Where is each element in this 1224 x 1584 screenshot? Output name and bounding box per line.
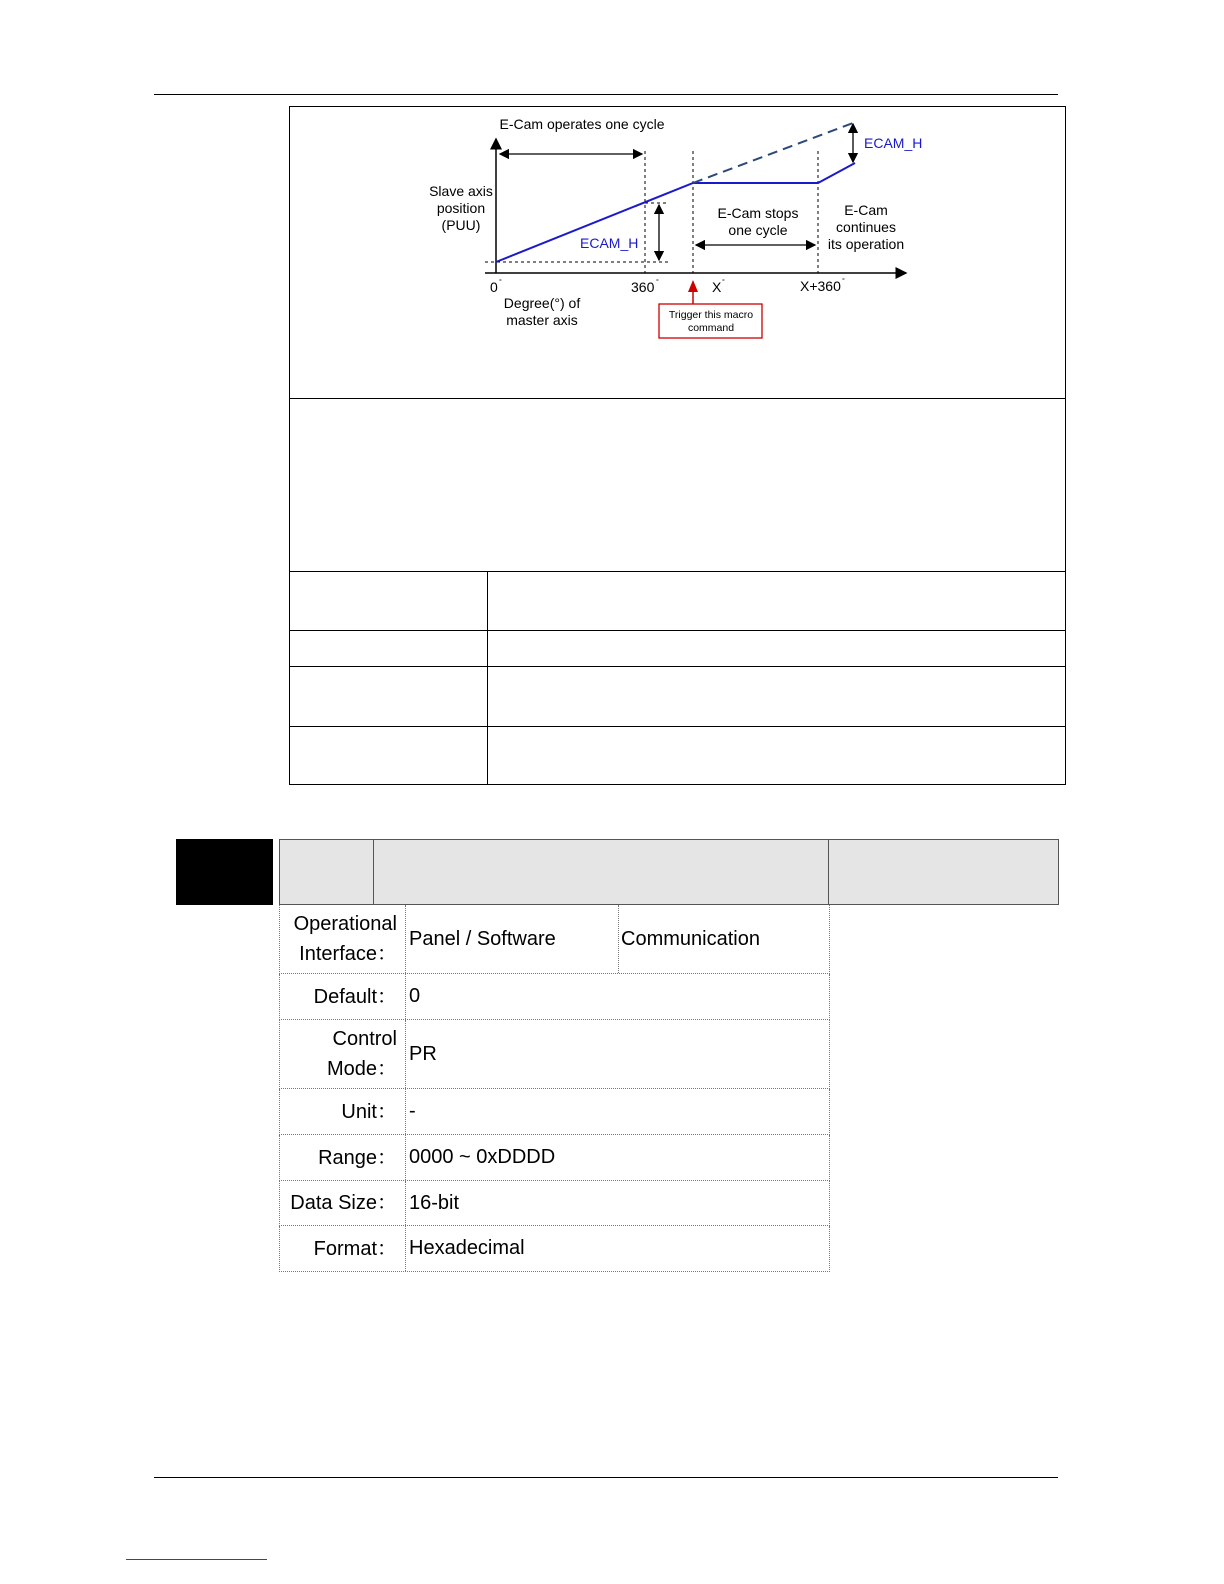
control-mode-label-line2: Mode： <box>326 1058 397 1080</box>
x-axis-label-2: master axis <box>506 312 578 328</box>
table-row-3-right <box>487 666 1066 727</box>
tick-0-degree: ° <box>499 279 502 286</box>
footer-rule <box>154 1477 1058 1478</box>
default-value: 0 <box>409 985 421 1007</box>
attr-row-control-mode <box>279 1020 830 1089</box>
table-row-2-right <box>487 630 1066 667</box>
table-row-1-left <box>289 571 488 631</box>
default-label: Default： <box>280 974 406 1019</box>
attr-row-data-size <box>279 1181 830 1226</box>
table-row-4-left <box>289 726 488 785</box>
stops-label-1: E-Cam stops <box>717 205 799 221</box>
ecam-diagram <box>290 107 1067 400</box>
attr-row-interface <box>279 905 830 974</box>
tick-x-degree: ° <box>722 279 725 286</box>
header-rule <box>154 94 1058 95</box>
y-axis-label-3: (PUU) <box>441 217 481 233</box>
tick-360-degree: ° <box>656 279 659 286</box>
unit-value: - <box>409 1100 416 1122</box>
x-axis-label-1: Degree(°) of <box>503 295 581 311</box>
stops-label-2: one cycle <box>728 222 788 238</box>
param-address-header <box>828 839 1059 905</box>
description-cell <box>289 398 1066 572</box>
attr-row-range <box>279 1135 830 1181</box>
y-axis-label-1: Slave axis <box>429 183 493 199</box>
control-mode-value: PR <box>409 1042 437 1065</box>
footer-link-underline[interactable] <box>126 1559 267 1560</box>
param-name-header <box>373 839 829 905</box>
continues-label-1: E-Cam <box>844 202 888 218</box>
interface-comm-value: Communication <box>621 927 760 950</box>
top-label: E-Cam operates one cycle <box>499 116 665 132</box>
table-row-2-left <box>289 630 488 667</box>
attr-row-default <box>279 974 830 1020</box>
ecam-h-top-label: ECAM_H <box>864 135 923 151</box>
tick-360: 360 <box>631 279 655 295</box>
trigger-label-2: command <box>687 322 735 334</box>
unit-label: Unit： <box>280 1089 406 1134</box>
table-row-1-right <box>487 571 1066 631</box>
data-size-label: Data Size： <box>280 1181 406 1225</box>
interface-label-line2: Interface： <box>299 943 397 965</box>
interface-split <box>618 905 620 973</box>
continues-label-3: its operation <box>827 236 905 252</box>
range-label: Range： <box>280 1135 406 1180</box>
interface-panel-value: Panel / Software <box>409 927 556 950</box>
format-label: Format： <box>280 1226 406 1271</box>
control-mode-label-line1: Control <box>332 1028 397 1050</box>
trigger-label-1: Trigger this macro <box>668 309 754 321</box>
table-row-3-left <box>289 666 488 727</box>
tick-x: X <box>712 279 722 295</box>
tick-x360: X+360 <box>800 278 841 294</box>
parameter-block <box>176 839 273 905</box>
data-size-value: 16-bit <box>409 1191 460 1214</box>
interface-label-line1: Operational <box>293 913 397 935</box>
diagram-cell <box>289 106 1066 399</box>
ecam-path <box>496 163 855 262</box>
range-value: 0000 ~ 0xDDDD <box>409 1146 556 1168</box>
interface-label <box>280 905 406 973</box>
control-mode-label <box>280 1020 406 1088</box>
table-row-4-right <box>487 726 1066 785</box>
attr-row-format <box>279 1226 830 1272</box>
y-axis-label-2: position <box>436 200 486 216</box>
attr-row-unit <box>279 1089 830 1135</box>
ecam-dashed-path <box>693 123 853 183</box>
continues-label-2: continues <box>836 219 896 235</box>
tick-x360-degree: ° <box>842 278 845 285</box>
format-value: Hexadecimal <box>409 1237 525 1259</box>
ecam-h-left-label: ECAM_H <box>580 235 639 251</box>
tick-0: 0 <box>490 279 498 295</box>
param-code-header <box>279 839 374 905</box>
